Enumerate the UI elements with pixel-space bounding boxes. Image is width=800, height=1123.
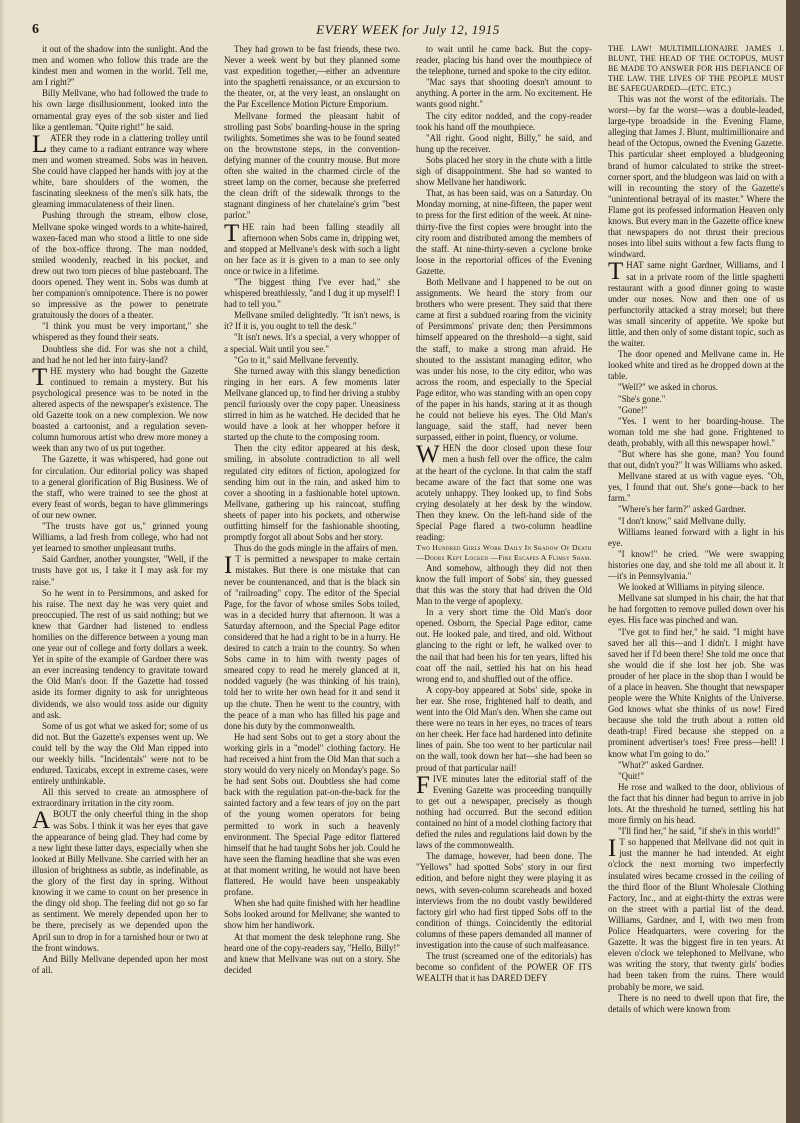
paragraph: That, as has been said, was on a Saturday. On Monday morning, at nine-fifteen, the paper went to press for the first edition of the week. At nine-thirty-five the first copies were brought into the city room and distributed among the members of the staff. At nine-thirty-seven a cyclone broke loose in the reportorial offices of the Evening Gazette.: [416, 188, 592, 276]
paragraph: He had sent Sobs out to get a story about the working girls in a "model" clothing factory. He had received a hint from the Old Man that such a story would do very nicely on Monday's page. So he had sent Sobs out. Doubtless she had come back with the regulation pat-on-the-back for the sainted factory and a few tears of joy on the part of the young women operators for being permitted to work in such a heavenly environment. The Special Page editor flattered himself that he had taught Sobs her job. Could he have seen the flaming headline that she was even at that moment writing, he would not have been flattered. He would have been unspeakably profane.: [224, 731, 400, 898]
paragraph: THE mystery who had bought the Gazette continued to remain a mystery. But his psychological presence was to be noted in the altered aspects of the newspaper's existence. The old Gazette took on a new complexion. We now boasted a cartoonist, and a regulation seven-column humorous artist who drew more money a week than any two of us put together.: [32, 363, 208, 454]
paragraph: We looked at Williams in pitying silence.: [618, 582, 765, 593]
paragraph: THAT same night Gardner, Williams, and I sat in a private room of the little spaghetti restaurant with a good dinner going to waste under our noses. Now and then one of us perfunctorily attacked a stray morsel; but there was small sincerity of appetite. We spoke but little, and then only of some distant topic, such as the waiter.: [608, 258, 784, 349]
paragraph: Billy Mellvane, who had followed the trade to his own large disillusionment, looked into the ornamental gray eyes of the sob sister and lied like a gentleman. "Quite right!" he said.: [32, 88, 208, 132]
page-header: [32, 22, 784, 40]
paragraph: Mellvane sat slumped in his chair, the hat that he had forgotten to remove pulled down over his eyes. His face was pinched and wan.: [608, 593, 784, 626]
text-column: [608, 44, 784, 1110]
paragraph: IT is permitted a newspaper to make certain mistakes. But there is one mistake that can never be countenanced, and that is the black sin of "railroading" copy. The editor of the Special Page, for the favor of whose smiles Sobs toiled, was in a decided hurry that afternoon. It was a Saturday afternoon, and the Special Page editor considered that he had a right to be in a hurry. He desired to catch a train to the country. So when Sobs came in to him with twenty pages of smeared copy to read he merely glanced at it, nodded vaguely (he was thinking of his train), told her to write her own head for it and send it up the chute. Then he went to the country, with the peace of a man who has filled his page and done his duty by the commonwealth.: [224, 552, 400, 731]
article-columns: [32, 44, 784, 1110]
paragraph: And somehow, although they did not then know the full import of Sobs' sin, they guessed that this was the story that had driven the Old Man to the verge of apoplexy.: [416, 562, 592, 607]
paragraph: He rose and walked to the door, oblivious of the fact that his dinner had begun to arrive in job lots. At the threshold he turned, settling his hat more firmly on his head.: [608, 781, 784, 826]
paragraph: "Yes. I went to her boarding-house. The woman told me she had gone. Frightened to death, probably, with all this newspaper howl.": [608, 415, 784, 448]
paragraph: to wait until he came back. But the copy-reader, placing his hand over the mouthpiece of the telephone, turned and spoke to the city editor.: [416, 44, 592, 77]
paragraph: "I've got to find her," he said. "I might have saved her all this—and I didn't. I might have saved her if I'd been there! She told me once that she would die if she lost her job. She was prouder of her place in the shop than I would be of a place in heaven. She thought that newspaper people were the White Knights of the Universe. God knows what she thinks of us now! Fired because she told the truth about a rotten old death-trap! Fired because she stepped on a prominent advertiser's toes! Free press—hell! I know what I'm going to do.": [608, 626, 784, 759]
paragraph: Said Gardner, another youngster, "Well, if the trusts have got us, I take it I may ask for my raise.": [32, 554, 208, 587]
paragraph: Pushing through the stream, elbow close, Mellvane spoke winged words to a white-haired, waxen-faced man who stood a little to one side of the box-office throng. The man nodded, smiled woodenly, reached in his pocket, and drew out two torn pieces of blue pasteboard. The doors opened. They went in. Sobs was dumb at her companion's omnipotence. There is no power so impressive as the power to penetrate gratuitously the doors of a theater.: [32, 210, 208, 321]
paragraph: This was not the worst of the editorials. The worst—by far the worst—was a double-leaded, large-type broadside in the Evening Flame, alleging that James J. Blunt, multimillionaire and head of the Octopus, owned the Evening Gazette. This particular sheet employed a bludgeoning brand of humor calculated to strike the street-corner sport, and the bludgeon was laid on with a will in recounting the story of the Gazette's "unintentional betrayal of its master." Where the Flame got its professed information Heaven only knows. But every man in the Gazette office knew that newspapers do not thrust their precious noses into libel suits without a few facts flung to windward.: [608, 94, 784, 260]
paragraph: "But where has she gone, man? You found that out, didn't you?" It was Williams who asked.: [608, 449, 784, 471]
paragraph: FIVE minutes later the editorial staff of the Evening Gazette was proceeding tranquilly to get out a newspaper, precisely as though nothing had occurred. But the second edition contained no hint of a model clothing factory that defied the rules and regulations laid down by the laws of the commonwealth.: [416, 771, 592, 851]
paragraph: ABOUT the only cheerful thing in the shop was Sobs. I think it was her eyes that gave the appearance of being glad. They had come by a new light these latter days, especially when she looked at Billy Mellvane. She carried with her an illusion of brightness as subtle, as indefinable, as the glory of the first day in spring. Without knowing it we came to count on her presence in the dingy old shop. The feeling did not go so far as sentiment. We merely depended upon her to be there, precisely as we depended upon the April sun to drop in for a tarnished hour or two at the front windows.: [32, 807, 208, 953]
paragraph: "The biggest thing I've ever had," she whispered breathlessly, "and I dug it up myself! I had to tell you.": [224, 276, 400, 310]
paragraph: So he went in to Persimmons, and asked for his raise. The next day he was very quiet and preoccupied. The rest of us said nothing; but we knew that Gardner had listened to endless homilies on the difference between a young man one year out of college and forty dollars a week. Yet in spite of the example of Gardner there was an ever increasing tendency to gravitate toward the Old Man's door. If the Gazette had tossed aside its former dignity to ask for unrighteous dividends, we also would toss aside our dignity and ask.: [32, 587, 208, 720]
page-number: 6: [32, 22, 39, 37]
paragraph: WHEN the door closed upon these four men a hush fell over the office, the calm at the heart of the cyclone. In that calm the staff became aware of the fact that some one was acutely unhappy. They looked up, to find Sobs crying desolately at her desk by the window. Then they knew. On the left-hand side of the Special Page flared a two-column headline reading:: [416, 441, 592, 543]
paragraph: Some of us got what we asked for; some of us did not. But the Gazette's expenses went up. We could tell by the way the Old Man ripped into our weekly bills. "Incidentals" were not to be endured. Taxicabs, except in extreme cases, were entirely unthinkable.: [32, 720, 208, 787]
paragraph: "What?" asked Gardner.: [618, 759, 704, 770]
paragraph: IT so happened that Mellvane did not quit in just the manner he had intended. At eight o'clock the next morning two imperfectly insulated wires became crossed in the ceiling of the third floor of the Blunt Wholesale Clothing Factory, Inc., and at eight-thirty the extras were on the street with a partial list of the dead. Williams, Gardner, and I, with two men from Police Headquarters, were covering for the Gazette. It was the biggest fire in ten years. At eleven o'clock we telephoned to Mellvane, who was writing the story, that twenty girls' bodies had been taken from the ruins. There would probably be more, we said.: [608, 835, 784, 992]
paragraph: LATER they rode in a clattering trolley until they came to a radiant entrance way where men and women streamed. Sobs was in heaven. She could have clapped her hands with joy at the white, bare shoulders of the women, the fascinating sleekness of the men's silk hats, the gleaming immaculateness of their linen.: [32, 130, 208, 210]
paragraph: The damage, however, had been done. The "Yellows" had spotted Sobs' story in our first edition, and before night they were playing it as news, with seven-column scareheads and boxed interviews from the no doubt vastly bewildered factory girl who had first tipped Sobs off to the condition of things. Coincidently the editorial columns of these papers demanded all manner of investigation into the cause of such malfeasance.: [416, 851, 592, 950]
paragraph: Mellvane stared at us with vague eyes. "Oh, yes, I found that out. She's gone—back to her farm.": [608, 471, 784, 504]
paragraph: The city editor nodded, and the copy-reader took his hand off the mouthpiece.: [416, 110, 592, 132]
paragraph: She turned away with this slangy benediction ringing in her ears. A few moments later Mellvane glanced up, to find her driving a stubby pencil furiously over the copy paper. Uneasiness stirred in him as he watched. He decided that he would have a look at her whopper before it started up the chute to the composing room.: [224, 365, 400, 443]
paragraph: "Gone!": [618, 404, 648, 415]
text-column: [416, 44, 592, 1110]
paragraph: Williams leaned forward with a light in his eye.: [608, 526, 784, 548]
paragraph: The Gazette, it was whispered, had gone out for circulation. Our editorial policy was shaped to a general glorification of Big Business. We of the staff, who were trained to see the ghost at every feast of words, began to have glimmerings of our new owner.: [32, 454, 208, 520]
paragraph: All this served to create an atmosphere of extraordinary irritation in the city room.: [32, 787, 208, 809]
paragraph: Thus do the gods mingle in the affairs of men.: [234, 543, 398, 554]
paragraph: THE LAW! MULTIMILLIONAIRE JAMES J. BLUNT, THE HEAD OF THE OCTOPUS, MUST BE MADE TO ANSWER FOR HIS DEFIANCE OF THE LAW. THE LIVES OF THE PEOPLE MUST BE SAFEGUARDED—(ETC. ETC.): [608, 44, 784, 93]
paragraph: "I'll find her," he said, "if she's in this world!": [618, 826, 781, 837]
paragraph: Then the city editor appeared at his desk, smiling, in absolute contradiction to all well regulated city editors of fiction, apologized for sending him out in the rain, and asked him to cover a shooting in a fashionable hotel uptown. Mellvane, gathering up his raincoat, stuffing sheets of paper into his pockets, and otherwise outfitting himself for the fashionable shooting, promptly forgot all about Sobs and her story.: [224, 443, 400, 543]
paragraph: "Quit!": [618, 770, 644, 781]
paragraph: "It isn't news. It's a special, a very whopper of a special. Wait until you see.": [224, 332, 400, 354]
paragraph: Sobs placed her story in the chute with a little sigh of disappointment. She had so wanted to show Mellvane her handiwork.: [416, 154, 592, 188]
paragraph: "Mac says that shooting doesn't amount to anything. A porter in the arm. No excitement. He wants good night.": [416, 77, 592, 110]
paragraph: "Well?" we asked in chorus.: [618, 382, 718, 393]
paragraph: They had grown to be fast friends, these two. Never a week went by but they planned some vast expedition together,—either an adventure into the spaghetti renaissance, or an excursion to the theater, or, at the very least, an onslaught on the Par Excellence Motion Picture Emporium.: [224, 44, 400, 110]
paragraph: "Where's her farm?" asked Gardner.: [618, 504, 746, 515]
paragraph: And Billy Mellvane depended upon her most of all.: [32, 953, 208, 975]
text-column: [224, 44, 400, 1110]
running-head: EVERY WEEK for July 12, 1915: [316, 22, 500, 37]
paragraph: Both Mellvane and I happened to be out on assignments. We heard the story from our brothers who were present. They said that there came at first a subdued roaring from the vicinity of Persimmons' private den; then Persimmons himself appeared on the threshold—a sight, said the staff, to make a strong man afraid. He shouted to the assistant managing editor, who was under his nose, to the city editor, who was across the room, and especially to the Special Page editor, who was standing with an open copy of the paper in his hands, staring at it as though he could not believe his eyes. The Old Man's language, said the staff, had never been surpassed, either in point, fluency, or volume.: [416, 276, 592, 443]
paragraph: Doubtless she did. For was she not a child, and had he not led her into fairy-land?: [32, 343, 208, 365]
paragraph: The trust (screamed one of the editorials) has become so confident of the POWER OF ITS WEALTH that it has DARED DEFY: [416, 951, 592, 984]
paragraph: "I know!" he cried. "We were swapping histories one day, and she told me all about it. It—it's in Pennsylvania.": [608, 548, 784, 582]
page-gutter-shadow: [0, 0, 5, 1123]
paragraph: "I think you must be very important," she whispered as they found their seats.: [32, 321, 208, 343]
paragraph: At that moment the desk telephone rang. She heard one of the copy-readers say, "Hello, Billy!" and knew that Mellvane was out on a story. She decided: [224, 931, 400, 975]
paragraph: it out of the shadow into the sunlight. And the men and women who follow this trade are the kindest men and women in the world. Tell me, am I right?": [32, 44, 208, 88]
paragraph: "The trusts have got us," grinned young Williams, a lad fresh from college, who had not yet learned to smother unpleasant truths.: [32, 521, 208, 554]
headline-quote: Two Hundred Girls Work Daily In Shadow Of Death—Doors Kept Locked —Fire Escapes A Flimsy Sham.: [416, 543, 592, 563]
paragraph: The door opened and Mellvane came in. He looked white and tired as he dropped down at the table.: [608, 349, 784, 382]
paragraph: There is no need to dwell upon that fire, the details of which were known from: [608, 992, 784, 1014]
paragraph: "All right. Good night, Billy," he said, and hung up the receiver.: [416, 132, 592, 154]
paragraph: Mellvane formed the pleasant habit of strolling past Sobs' boarding-house in the spring twilights. Sometimes she was to be found seated on the brownstone steps, in the convention-defying manner of the country mouse. But more often she waited in the charmed circle of the street lamp on the corner, because she preferred the clean drift of the sidewalk throngs to the stagnant dinginess of her chatelaine's grim "best parlor.": [224, 110, 400, 221]
paragraph: "She's gone.": [618, 393, 666, 404]
paragraph: A copy-boy appeared at Sobs' side, spoke in her ear. She rose, frightened half to death, and went into the Old Man's den. When she came out there were no tears in her eyes, no traces of tears on her cheek. Her face had hardened into definite lines of pain. She too went to her particular nail on the wall, took down her hat—she had been so proud of that particular nail!: [416, 684, 592, 773]
paragraph: THE rain had been falling steadily all afternoon when Sobs came in, dripping wet, and stopped at Mellvane's desk with such a light on her face as it is given to a man to see only once or twice in a lifetime.: [224, 219, 400, 276]
paragraph: "I don't know," said Mellvane dully.: [618, 515, 746, 526]
paragraph: Mellvane smiled delightedly. "It isn't news, is it? If it is, you ought to tell the desk.": [224, 310, 400, 332]
paragraph: In a very short time the Old Man's door opened. Osborn, the Special Page editor, came out. He looked pale, and tired, and old. Without glancing to the right or left, he walked over to the nail that had been his for ten years, lifted his coat off the nail, settled his hat on his head wrong end to, and shuffled out of the office.: [416, 607, 592, 684]
paragraph: When she had quite finished with her headline Sobs looked around for Mellvane; she wanted to show him her handiwork.: [224, 898, 400, 931]
paragraph: "Go to it," said Mellvane fervently.: [234, 354, 359, 365]
text-column: [32, 44, 208, 1110]
